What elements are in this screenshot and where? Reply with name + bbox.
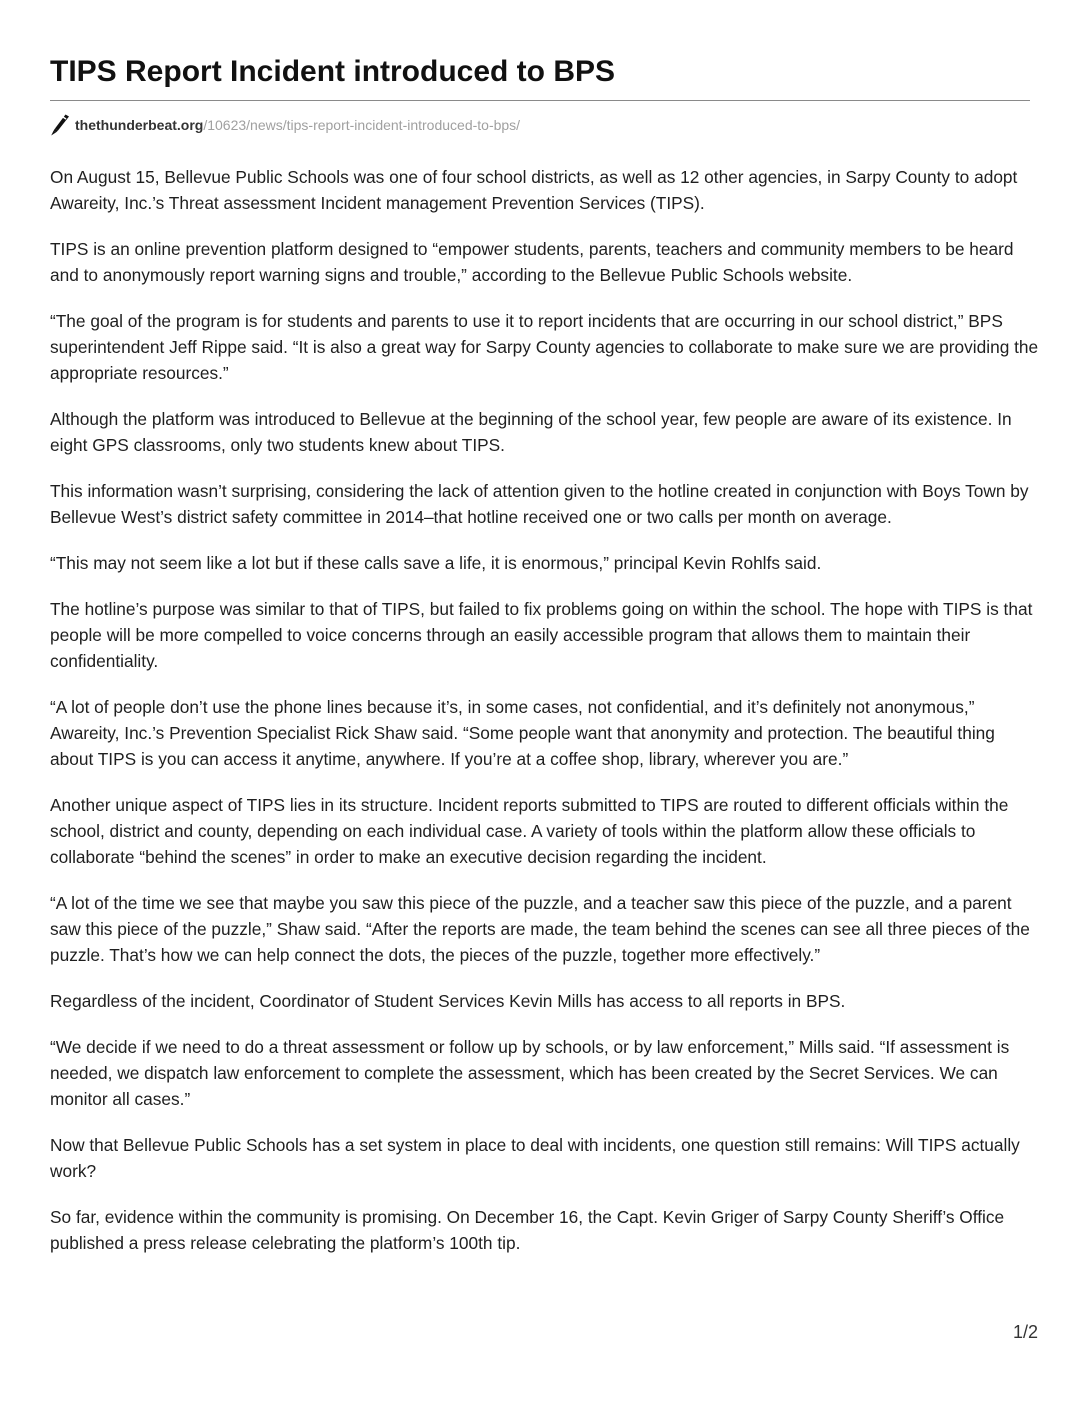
paragraph: “The goal of the program is for students and parents to use it to report incidents that are occurring in our school district,” BPS superintendent Jeff Rippe said. “It is also a great way for Sarpy County agencies to collaborate to make sure we are providing the appropriate resources.” [50, 311, 1039, 383]
article-body [50, 164, 1040, 1276]
source-line [50, 114, 520, 136]
paragraph: “A lot of the time we see that maybe you saw this piece of the puzzle, and a teacher saw this piece of the puzzle, and a parent saw this piece of the puzzle,” Shaw said. “After the reports are made, the team behind the scenes can see all three pieces of the puzzle. That’s how we can help connect the dots, the pieces of the puzzle, together more effectively.” [50, 893, 1030, 965]
source-path[interactable]: /10623/news/tips-report-incident-introduced-to-bps/ [203, 117, 521, 133]
paragraph: Regardless of the incident, Coordinator of Student Services Kevin Mills has access to all reports in BPS. [50, 991, 846, 1011]
paragraph: On August 15, Bellevue Public Schools was one of four school districts, as well as 12 other agencies, in Sarpy County to adopt Awareity, Inc.’s Threat assessment Incident management Prevention Services (TIPS). [50, 167, 1018, 213]
paragraph: Another unique aspect of TIPS lies in its structure. Incident reports submitted to TIPS are routed to different officials within the school, district and county, depending on each individual case. A variety of tools within the platform allow these officials to collaborate “behind the scenes” in order to make an executive decision regarding the incident. [50, 795, 1009, 867]
source-domain[interactable]: thethunderbeat.org [75, 117, 204, 133]
paragraph: Now that Bellevue Public Schools has a set system in place to deal with incidents, one question still remains: Will TIPS actually work? [50, 1135, 1020, 1181]
paragraph: “We decide if we need to do a threat assessment or follow up by schools, or by law enforcement,” Mills said. “If assessment is needed, we dispatch law enforcement to complete the assessment, which has been created by the Secret Services. We can monitor all cases.” [50, 1037, 1010, 1109]
paragraph: This information wasn’t surprising, considering the lack of attention given to the hotline created in conjunction with Boys Town by Bellevue West’s district safety committee in 2014–that hotline received one or two calls per month on average. [50, 481, 1029, 527]
paragraph: “This may not seem like a lot but if these calls save a life, it is enormous,” principal Kevin Rohlfs said. [50, 553, 822, 573]
page-number: 1/2 [1012, 1322, 1038, 1342]
title-divider [50, 100, 1030, 101]
paragraph: TIPS is an online prevention platform designed to “empower students, parents, teachers and community members to be heard and to anonymously report warning signs and trouble,” according to the Bellevue Public Schools website. [50, 239, 1014, 285]
paragraph: So far, evidence within the community is promising. On December 16, the Capt. Kevin Griger of Sarpy County Sheriff’s Office published a press release celebrating the platform’s 100th tip. [50, 1207, 1005, 1253]
article-title: TIPS Report Incident introduced to BPS [50, 55, 616, 88]
pen-nib-icon [50, 114, 70, 136]
paragraph: The hotline’s purpose was similar to that of TIPS, but failed to fix problems going on within the school. The hope with TIPS is that people will be more compelled to voice concerns through an easily accessible program that allows them to maintain their confidentiality. [50, 599, 1033, 671]
paragraph: Although the platform was introduced to Bellevue at the beginning of the school year, few people are aware of its existence. In eight GPS classrooms, only two students knew about TIPS. [50, 409, 1012, 455]
paragraph: “A lot of people don’t use the phone lines because it’s, in some cases, not confidential, and it’s definitely not anonymous,” Awareity, Inc.’s Prevention Specialist Rick Shaw said. “Some people want that anonymity and protection. The beautiful thing about TIPS is you can access it anytime, anywhere. If you’re at a coffee shop, library, wherever you are.” [50, 697, 995, 769]
